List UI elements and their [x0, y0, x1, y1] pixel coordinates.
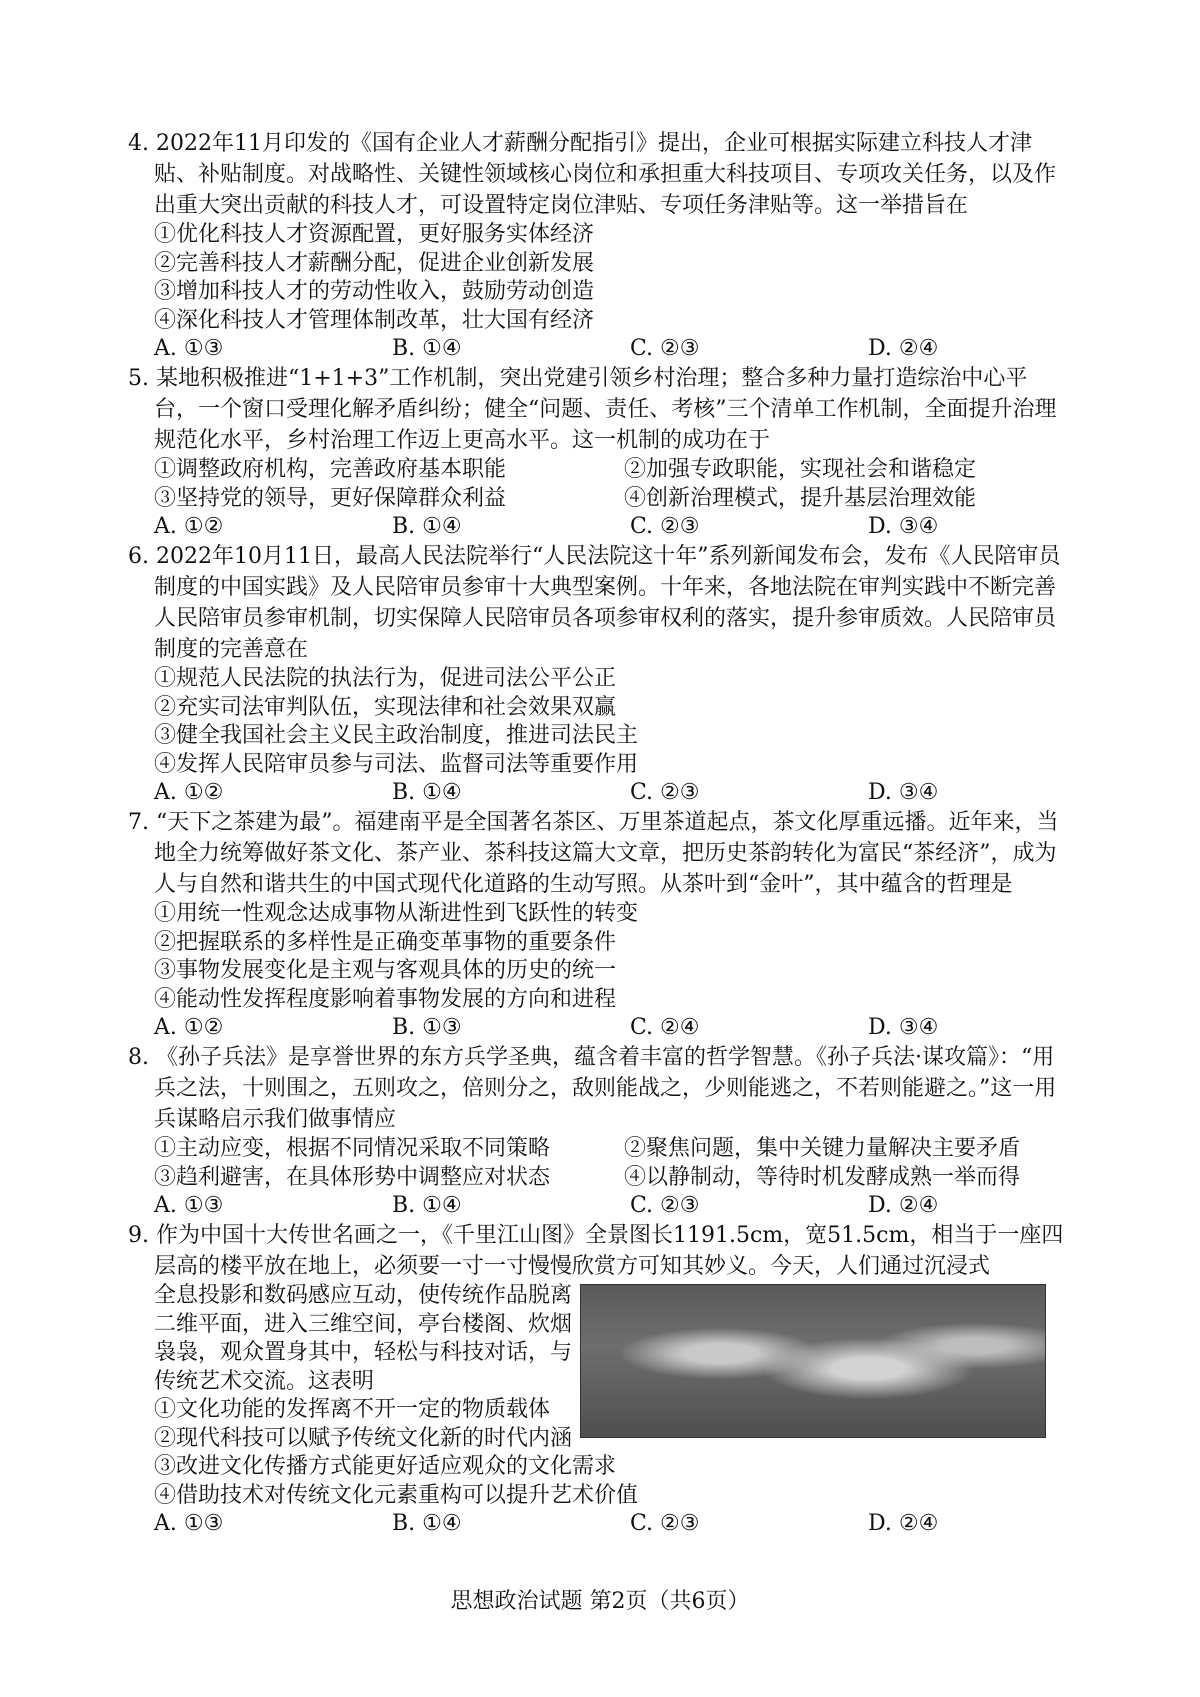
page-footer: 思想政治试题 第2页（共6页） — [450, 1589, 750, 1614]
q5-statement-4: ④创新治理模式，提升基层治理效能 — [624, 485, 977, 511]
q8-statement-3: ③趋利避害，在具体形势中调整应对状态 — [154, 1164, 551, 1190]
question-9 — [128, 1220, 1068, 1538]
q6-choice-a: A. ①② — [154, 780, 224, 805]
q7-statement-1: ①用统一性观念达成事物从渐进性到飞跃性的转变 — [154, 901, 639, 926]
q9-choice-d: D. ②④ — [868, 1511, 939, 1536]
question-7 — [128, 807, 1068, 1042]
q6-statement-4: ④发挥人民陪审员参与司法、监督司法等重要作用 — [154, 751, 639, 777]
q5-choice-d: D. ③④ — [868, 514, 939, 539]
q4-choice-b: B. ①④ — [392, 336, 462, 361]
landscape-painting-image — [580, 1284, 1046, 1438]
q6-choice-d: D. ③④ — [868, 780, 939, 805]
q5-choice-c: C. ②③ — [630, 514, 700, 539]
q9-choice-c: C. ②③ — [630, 1511, 700, 1536]
q9-statement-4: ④借助技术对传统文化元素重构可以提升艺术价值 — [154, 1482, 639, 1508]
q5-statement-1: ①调整政府机构，完善政府基本职能 — [154, 457, 507, 482]
q7-choices — [128, 1014, 1068, 1042]
q5-choice-a: A. ①② — [154, 514, 224, 539]
question-9-stem-line-1: 9. 作为中国十大传世名画之一，《千里江山图》全景图长1191.5cm，宽51.5cm，相当于一座四层高的楼平放在地上，必须要一寸一寸慢慢欣赏方可知其妙义。今天，人们通过沉浸式 — [128, 1223, 1064, 1279]
question-9-stem-line-2: 全息投影和数码感应互动，使传统作品脱离二维平面，进入三维空间，亭台楼阁、炊烟袅袅，观众置身其中，轻松与科技对话，与传统艺术交流。这表明 — [154, 1283, 573, 1394]
q8-statements — [128, 1135, 1068, 1192]
q7-choice-c: C. ②④ — [630, 1015, 700, 1040]
q7-choice-d: D. ③④ — [868, 1015, 939, 1040]
q6-choices — [128, 779, 1068, 807]
q5-statements — [128, 456, 1068, 513]
q9-statement-1: ①文化功能的发挥离不开一定的物质载体 — [154, 1397, 551, 1422]
q5-statement-3: ③坚持党的领导，更好保障群众利益 — [154, 485, 507, 511]
q6-statement-3: ③健全我国社会主义民主政治制度，推进司法民主 — [154, 723, 639, 748]
q4-choices — [128, 335, 1068, 363]
q8-choice-b: B. ①④ — [392, 1193, 462, 1218]
question-8-stem: 8. 《孙子兵法》是享誉世界的东方兵学圣典，蕴含着丰富的哲学智慧。《孙子兵法·谋攻篇》：“用兵之法，十则围之，五则攻之，倍则分之，敌则能战之，少则能逃之，不若则能避之。”这一用兵谋略启示我们做事情应 — [128, 1045, 1057, 1132]
q9-choices — [128, 1510, 1068, 1538]
q9-statement-3: ③改进文化传播方式能更好适应观众的文化需求 — [154, 1454, 617, 1479]
q6-choice-c: C. ②③ — [630, 780, 700, 805]
q8-statement-2: ②聚焦问题，集中关键力量解决主要矛盾 — [624, 1136, 1021, 1161]
q6-statement-1: ①规范人民法院的执法行为，促进司法公平公正 — [154, 666, 617, 691]
q9-statement-2: ②现代科技可以赋予传统文化新的时代内涵 — [154, 1425, 573, 1451]
q8-choice-d: D. ②④ — [868, 1193, 939, 1218]
q4-choice-c: C. ②③ — [630, 336, 700, 361]
q4-choice-a: A. ①③ — [154, 336, 224, 361]
question-8 — [128, 1042, 1068, 1220]
question-4 — [128, 128, 1068, 363]
question-5 — [128, 363, 1068, 541]
q7-choice-b: B. ①③ — [392, 1015, 462, 1040]
q5-choice-b: B. ①④ — [392, 514, 462, 539]
q8-choices — [128, 1192, 1068, 1220]
question-7-stem: 7. “天下之茶建为最”。福建南平是全国著名茶区、万里茶道起点，茶文化厚重远播。近年来，当地全力统筹做好茶文化、茶产业、茶科技这篇大文章，把历史茶韵转化为富民“茶经济”，成为人与自然和谐共生的中国式现代化道路的生动写照。从茶叶到“金叶”，其中蕴含的哲理是 — [128, 810, 1059, 897]
q7-statement-4: ④能动性发挥程度影响着事物发展的方向和进程 — [154, 986, 617, 1012]
q5-statement-2: ②加强专政职能，实现社会和谐稳定 — [624, 457, 977, 482]
q6-choice-b: B. ①④ — [392, 780, 462, 805]
q4-statement-2: ②完善科技人才薪酬分配，促进企业创新发展 — [154, 250, 595, 276]
q4-choice-d: D. ②④ — [868, 336, 939, 361]
question-6-stem: 6. 2022年10月11日，最高人民法院举行“人民法院这十年”系列新闻发布会，发布《人民陪审员制度的中国实践》及人民陪审员参审十大典型案例。十年来，各地法院在审判实践中不断完善人民陪审员参审机制，切实保障人民陪审员各项参审权利的落实，提升参审质效。人民陪审员制度的完善意在 — [128, 544, 1061, 662]
question-5-stem: 5. 某地积极推进“1+1+3”工作机制，突出党建引领乡村治理；整合多种力量打造综治中心平台，一个窗口受理化解矛盾纠纷；健全“问题、责任、考核”三个清单工作机制，全面提升治理规范化水平，乡村治理工作迈上更高水平。这一机制的成功在于 — [128, 366, 1057, 453]
q9-choice-a: A. ①③ — [154, 1511, 224, 1536]
question-list — [128, 128, 1068, 1538]
q8-choice-c: C. ②③ — [630, 1193, 700, 1218]
q4-statement-1: ①优化科技人才资源配置，更好服务实体经济 — [154, 222, 595, 247]
q5-choices — [128, 513, 1068, 541]
q8-statement-1: ①主动应变，根据不同情况采取不同策略 — [154, 1136, 551, 1161]
q7-statement-2: ②把握联系的多样性是正确变革事物的重要条件 — [154, 929, 617, 955]
question-6 — [128, 541, 1068, 807]
question-4-stem: 4. 2022年11月印发的《国有企业人才薪酬分配指引》提出，企业可根据实际建立科技人才津贴、补贴制度。对战略性、关键性领域核心岗位和承担重大科技项目、专项攻关任务，以及作出重大突出贡献的科技人才，可设置特定岗位津贴、专项任务津贴等。这一举措旨在 — [128, 131, 1057, 218]
q9-choice-b: B. ①④ — [392, 1511, 462, 1536]
q6-statement-2: ②充实司法审判队伍，实现法律和社会效果双赢 — [154, 694, 617, 720]
q8-statement-4: ④以静制动，等待时机发酵成熟一举而得 — [624, 1164, 1021, 1190]
q7-statement-3: ③事物发展变化是主观与客观具体的历史的统一 — [154, 958, 617, 983]
q4-statement-3: ③增加科技人才的劳动性收入，鼓励劳动创造 — [154, 279, 595, 304]
q8-choice-a: A. ①③ — [154, 1193, 224, 1218]
q4-statement-4: ④深化科技人才管理体制改革，壮大国有经济 — [154, 307, 595, 333]
q7-choice-a: A. ①② — [154, 1015, 224, 1040]
